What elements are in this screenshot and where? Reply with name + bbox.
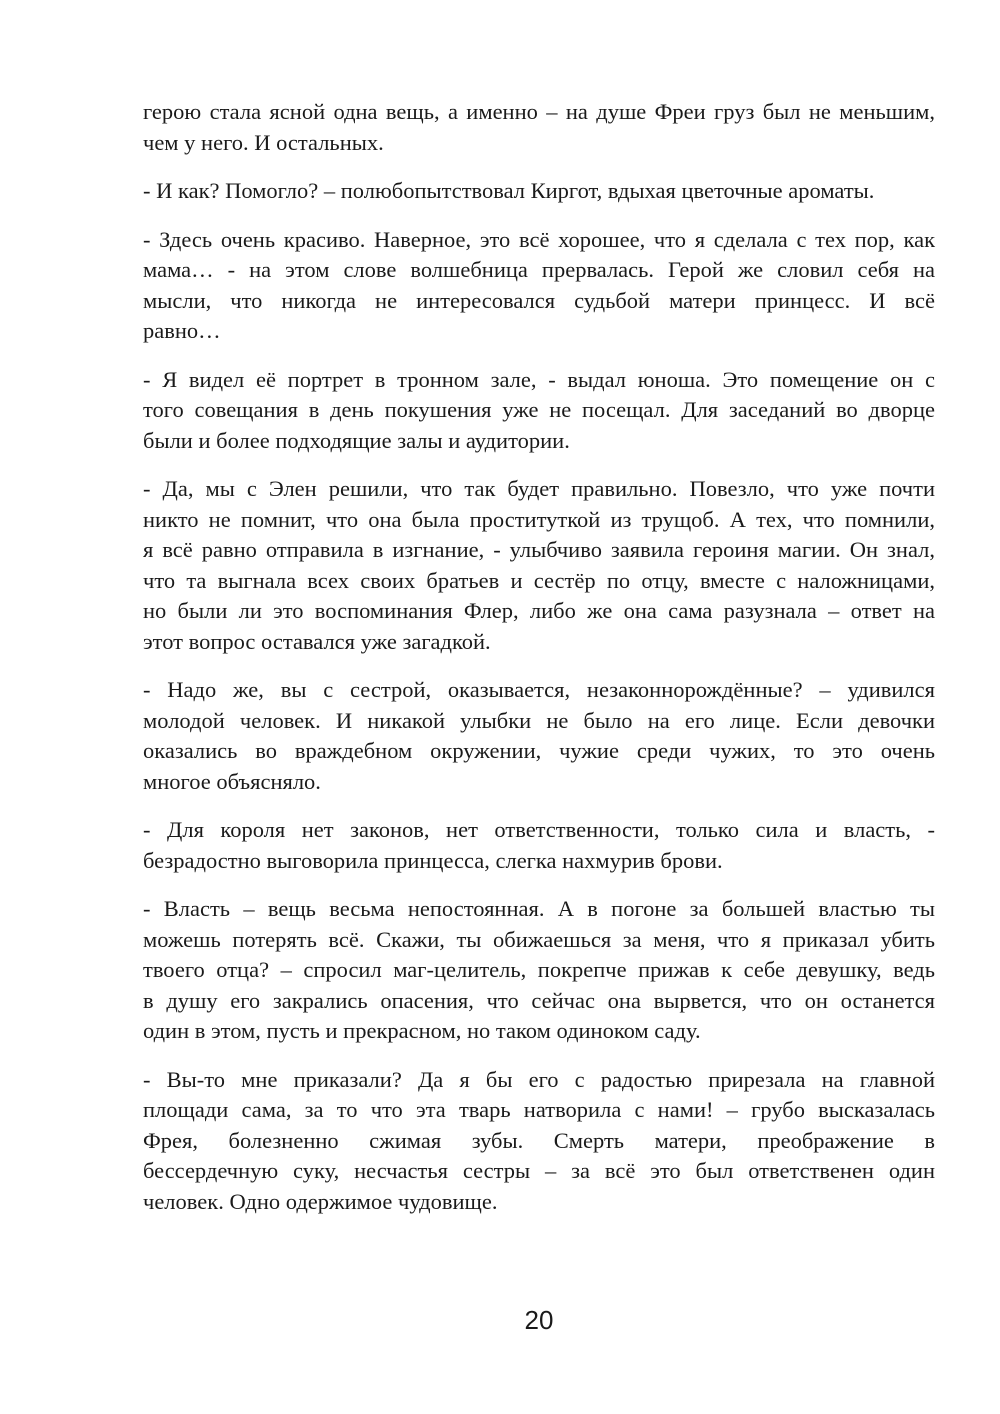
text-line: площади сама, за то что эта тварь натворила с нами! – грубо высказалась [143,1097,935,1122]
paragraph [143,675,935,797]
page-footer [143,1305,935,1336]
text-line: чем у него. И остальных. [143,129,384,155]
text-line: один в этом, пусть и прекрасном, но таком одиноком саду. [143,1018,701,1043]
text-line: никто не помнит, что она была проституткой из трущоб. А тех, что помнили, [143,506,935,532]
text-line: - Вы-то мне приказали? Да я бы его с радостью прирезала на главной [143,1066,935,1092]
paragraph [143,365,935,457]
paragraph [143,815,935,876]
text-line: - Надо же, вы с сестрой, оказывается, незаконнорождённые? – удивился [143,677,935,702]
text-line: человек. Одно одержимое чудовище. [143,1188,498,1214]
text-line: - Здесь очень красиво. Наверное, это всё хорошее, что я сделала с тех пор, как [143,226,935,252]
paragraph [143,894,935,1047]
text-line: безрадостно выговорила принцесса, слегка нахмурив брови. [143,847,723,873]
paragraph [143,474,935,657]
text-line: этот вопрос оставался уже загадкой. [143,628,491,654]
text-line: многое объясняло. [143,768,321,794]
text-line: Фрея, болезненно сжимая зубы. Смерть матери, преображение в [143,1127,935,1153]
text-line: равно… [143,318,221,343]
text-line: были и более подходящие залы и аудитории. [143,427,570,453]
text-block [143,97,935,1235]
page-number: 20 [524,1305,554,1335]
paragraph [143,225,935,347]
text-line: в душу его закрались опасения, что сейчас она вырвется, что он останется [143,987,935,1013]
text-line: того совещания в день покушения уже не посещал. Для заседаний во дворце [143,397,935,422]
text-line: оказались во враждебном окружении, чужие среди чужих, то это очень [143,738,935,763]
text-line: но были ли это воспоминания Флер, либо же она сама разузнала – ответ на [143,598,935,623]
text-line: можешь потерять всё. Скажи, ты обижаешься за меня, что я приказал убить [143,926,935,952]
text-line: - Я видел её портрет в тронном зале, - выдал юноша. Это помещение он с [143,366,935,392]
text-line: что та выгнала всех своих братьев и сестёр по отцу, вместе с наложницами, [143,567,935,593]
text-line: я всё равно отправила в изгнание, - улыбчиво заявила героиня магии. Он знал, [143,537,935,562]
text-line: - Да, мы с Элен решили, что так будет правильно. Повезло, что уже почти [143,476,935,501]
text-line: молодой человек. И никакой улыбки не было на его лице. Если девочки [143,707,935,733]
text-line: - И как? Помогло? – полюбопытствовал Киргот, вдыхая цветочные ароматы. [143,178,875,203]
paragraph [143,176,935,207]
text-line: твоего отца? – спросил маг-целитель, покрепче прижав к себе девушку, ведь [143,957,935,982]
text-line: - Власть – вещь весьма непостоянная. А в погоне за большей властью ты [143,896,935,921]
text-line: герою стала ясной одна вещь, а именно – на душе Фреи груз был не меньшим, [143,99,935,124]
paragraph [143,1065,935,1218]
text-line: бессердечную суку, несчастья сестры – за всё это был ответственен один [143,1158,935,1183]
paragraph [143,97,935,158]
text-line: - Для короля нет законов, нет ответственности, только сила и власть, - [143,817,935,842]
text-line: мама… - на этом слове волшебница прервалась. Герой же словил себя на [143,257,935,282]
text-line: мысли, что никогда не интересовался судьбой матери принцесс. И всё [143,287,935,313]
